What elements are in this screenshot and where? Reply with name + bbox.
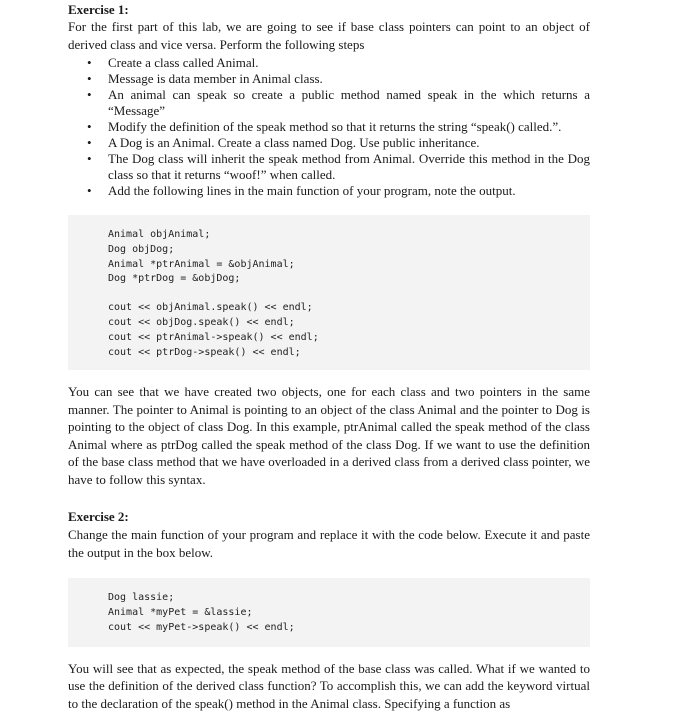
document-page bbox=[68, 0, 590, 712]
code-line: Dog lassie; bbox=[108, 592, 175, 604]
exercise-2-explanation: You will see that as expected, the speak method of the base class was called. What if we wanted to use the definition of the derived class function? To accomplish this, we can add the keyword virtual to the declaration of the speak() method in the Animal class. Specifying a function as bbox=[68, 660, 590, 711]
code-line: cout << objAnimal.speak() << endl; bbox=[108, 302, 313, 314]
code-line: Animal objAnimal; bbox=[108, 229, 211, 240]
bullet-icon: • bbox=[87, 183, 92, 198]
code-block-1 bbox=[68, 215, 590, 370]
step-item: • Create a class called Animal. bbox=[87, 55, 259, 70]
step-item: • Message is data member in Animal class. bbox=[87, 71, 323, 86]
exercise-1-steps bbox=[68, 55, 590, 199]
code-line: Dog *ptrDog = &objDog; bbox=[108, 273, 241, 285]
exercise-1-heading: Exercise 1: bbox=[68, 2, 129, 17]
step-item: • Add the following lines in the main function of your program, note the output. bbox=[87, 183, 516, 198]
exercise-1-intro: For the first part of this lab, we are going to see if base class pointers can point to an object of derived class and vice versa. Perform the following steps bbox=[68, 19, 590, 52]
bullet-icon: • bbox=[87, 135, 92, 150]
code-line: Dog objDog; bbox=[108, 243, 175, 255]
code-spacer bbox=[68, 287, 590, 301]
code-line: cout << ptrDog->speak() << endl; bbox=[108, 346, 301, 358]
code-block-2 bbox=[68, 578, 590, 646]
bullet-icon: • bbox=[87, 87, 92, 102]
code-line: cout << myPet->speak() << endl; bbox=[108, 621, 295, 633]
bullet-icon: • bbox=[87, 119, 92, 134]
code-line: cout << ptrAnimal->speak() << endl; bbox=[108, 331, 319, 343]
step-item: • Modify the definition of the speak method so that it returns the string “speak() called.”. bbox=[87, 119, 562, 134]
bullet-icon: • bbox=[87, 55, 92, 70]
code-line: Animal *myPet = &lassie; bbox=[108, 607, 253, 619]
exercise-2-intro: Change the main function of your program and replace it with the code below. Execute it and paste the output in the box below. bbox=[68, 527, 590, 560]
code-line: cout << objDog.speak() << endl; bbox=[108, 316, 295, 328]
step-item: • A Dog is an Animal. Create a class named Dog. Use public inheritance. bbox=[87, 135, 480, 150]
step-item: • The Dog class will inherit the speak method from Animal. Override this method in the Dog class so that it returns “woof!” when called. bbox=[87, 151, 590, 182]
step-item: • An animal can speak so create a public method named speak in the which returns a “Message” bbox=[87, 87, 590, 118]
exercise-2-heading: Exercise 2: bbox=[68, 509, 129, 525]
code-line: Animal *ptrAnimal = &objAnimal; bbox=[108, 258, 295, 270]
bullet-icon: • bbox=[87, 151, 92, 166]
exercise-1-explanation: You can see that we have created two objects, one for each class and two pointers in the same manner. The pointer to Animal is pointing to an object of the class Animal and the pointer to Dog is pointing to the object of class Dog. In this example, ptrAnimal called the speak method of the class Animal where as ptrDog called the speak method of the class Dog. If we want to use the definition of the base class method that we have overloaded in a derived class from a derived class pointer, we have to follow this syntax. bbox=[68, 384, 590, 487]
bullet-icon: • bbox=[87, 71, 92, 86]
